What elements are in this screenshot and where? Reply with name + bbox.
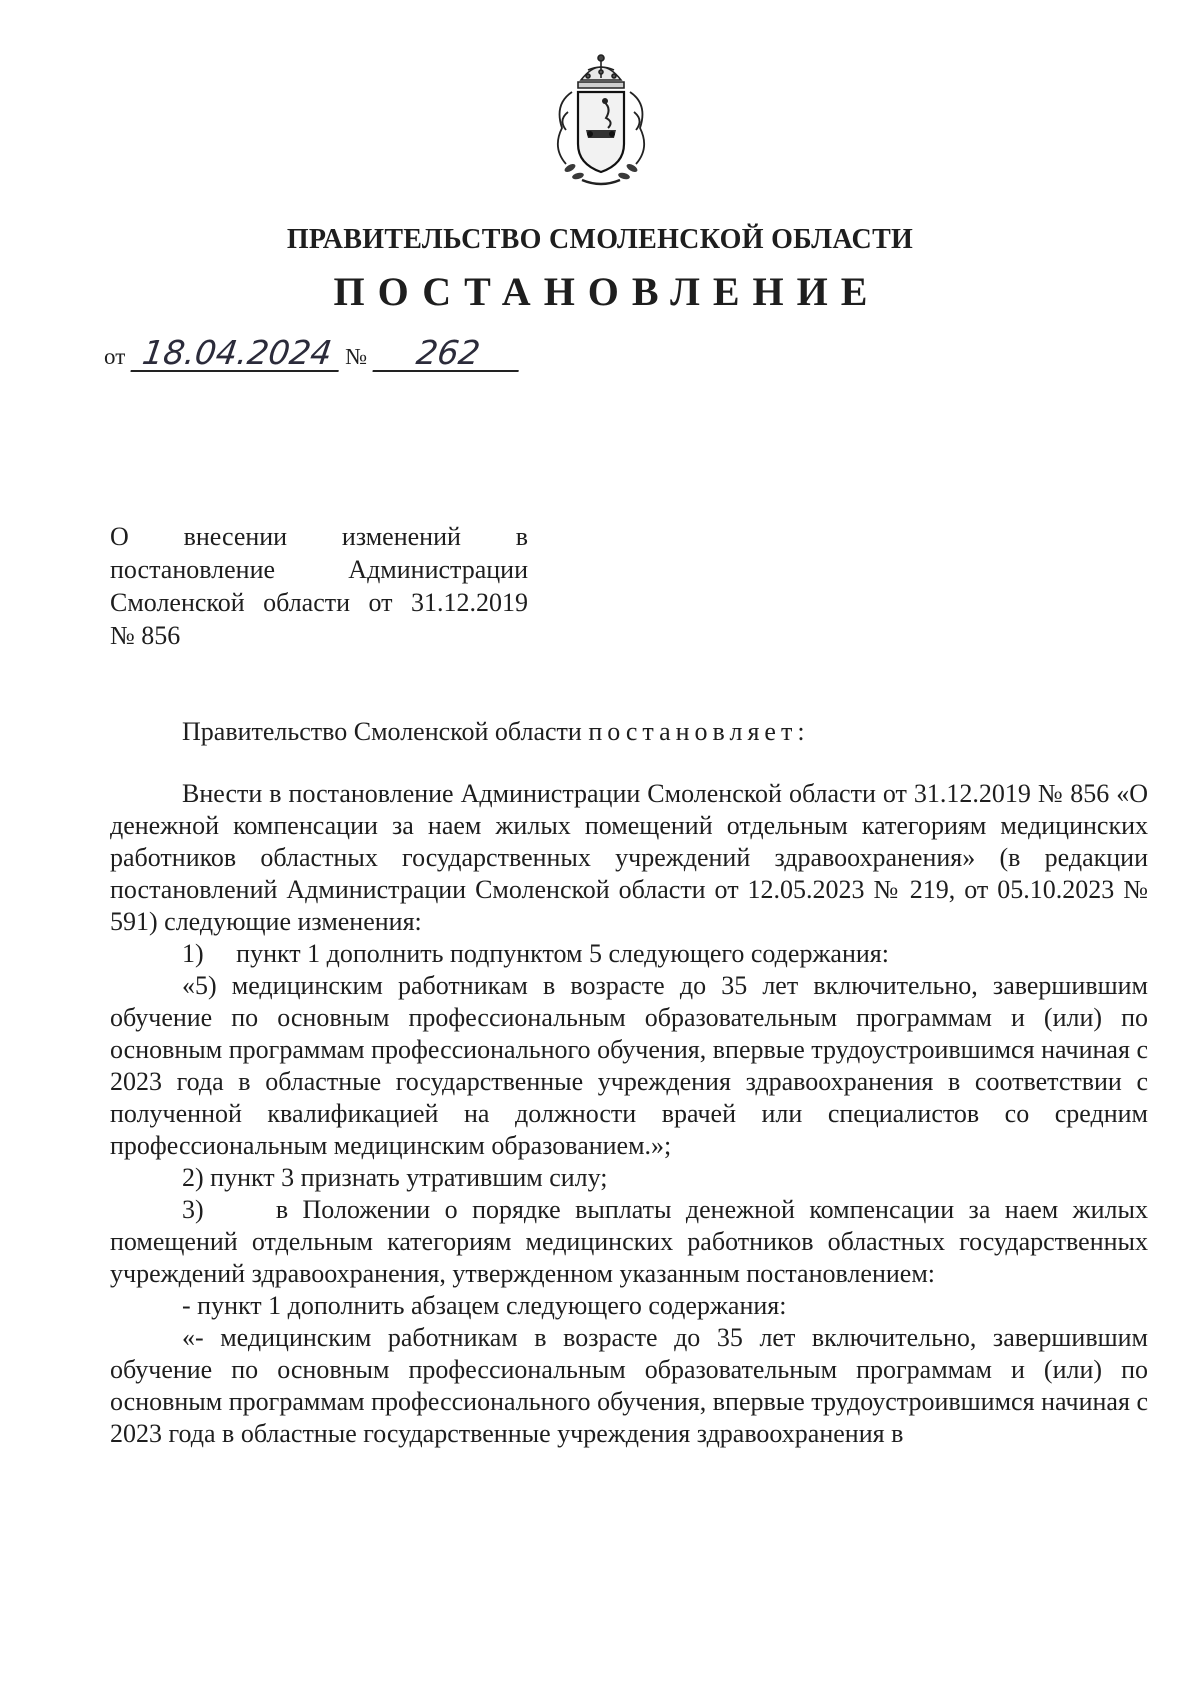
document-body (110, 716, 1155, 1450)
document-type-title: ПОСТАНОВЛЕНИЕ (333, 269, 881, 314)
subject-line: Смоленской области от 31.12.2019 (110, 588, 528, 617)
government-title: ПРАВИТЕЛЬСТВО СМОЛЕНСКОЙ ОБЛАСТИ (286, 224, 914, 255)
item-1: 1) пункт 1 дополнить подпунктом 5 следующего содержания: (182, 939, 889, 968)
subject-line: № 856 (110, 621, 181, 650)
decree-prefix: Правительство Смоленской области (182, 717, 582, 746)
handwritten-number: 262 (373, 336, 524, 372)
decree-word: постановляет: (588, 717, 810, 746)
item-3-subitem: - пункт 1 дополнить абзацем следующего содержания: (182, 1291, 787, 1320)
intro-paragraph: Внести в постановление Администрации Смоленской области от 31.12.2019 № 856 «О денежной компенсации за наем жилых помещений отдельным категориям медицинских работников областных государственных учреждений здравоохранения» (в редакции постановлений Администрации Смоленской области от 12.05.2023 № 219, от 05.10.2023 № 591) следующие изменения: (110, 779, 1148, 936)
number-label: № (345, 344, 368, 369)
item-1-text: «5) медицинским работникам в возрасте до 35 лет включительно, завершившим обучение по основным профессиональным образовательным программам и (или) по основным программам профессионального обучения, впервые трудоустроившимся начиная с 2023 года в областные государственные учреждения здравоохранения в соответствии с полученной квалификацией на должности врачей или специалистов со средним профессиональным медицинским образованием.»; (110, 971, 1148, 1160)
date-number-line (104, 333, 521, 372)
item-2: 2) пункт 3 признать утратившим силу; (182, 1163, 608, 1192)
subject-line: О внесении изменений в (110, 522, 528, 551)
item-3-text: «- медицинским работникам в возрасте до 35 лет включительно, завершившим обучение по основным профессиональным образовательным программам и (или) по основным программам профессионального обучения, впервые трудоустроившимся начиная с 2023 года в областные государственные учреждения здравоохранения в (110, 1323, 1148, 1448)
item-3: 3) в Положении о порядке выплаты денежной компенсации за наем жилых помещений отдельным категориям медицинских работников областных государственных учреждений здравоохранения, утвержденном указанным постановлением: (110, 1195, 1155, 1288)
from-label: от (104, 344, 126, 369)
handwritten-date: 18.04.2024 (131, 336, 344, 372)
coat-of-arms-emblem (548, 52, 654, 190)
document-subject (110, 520, 528, 652)
subject-line: постановление Администрации (110, 555, 528, 584)
decree-statement (110, 716, 1148, 748)
